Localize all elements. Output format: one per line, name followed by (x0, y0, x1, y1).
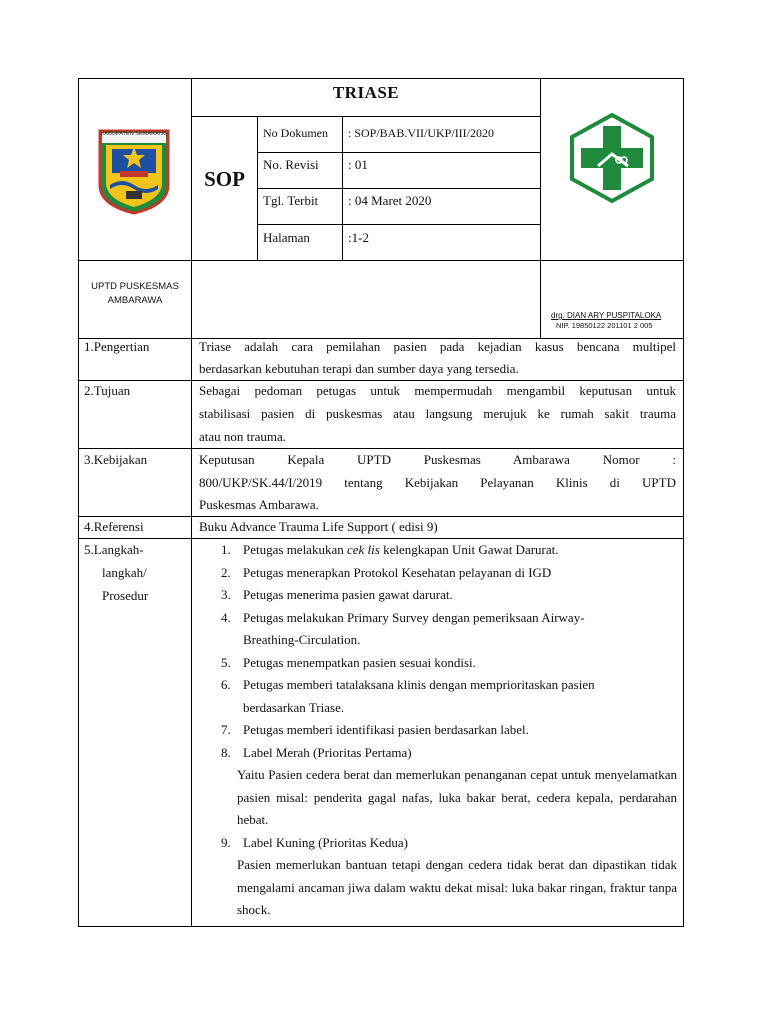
step-1-text: Petugas melakukan (243, 542, 347, 557)
signer-name: drg. DIAN ARY PUSPITALOKA (551, 311, 662, 320)
org-row-divider (191, 260, 192, 338)
section-label-prosedur: Prosedur (102, 588, 149, 603)
field-label-no-dokumen: No Dokumen (263, 126, 328, 140)
pengertian-line-2: berdasarkan kebutuhan terapi dan sumber daya yang tersedia. (199, 361, 519, 376)
title-underline (191, 116, 541, 117)
section-label-kebijakan: 3.Kebijakan (84, 452, 148, 467)
step-9-description: Pasien memerlukan bantuan tetapi dengan cedera tidak berat dan dipastikan tidak mengalami ancaman jiwa dalam waktu dekat misal: luka bakar ringan, fraktur tanpa shock. (237, 857, 677, 917)
section-label-referensi: 4.Referensi (84, 519, 144, 534)
section-label-tujuan: 2.Tujuan (84, 383, 131, 398)
header-divider-right (540, 78, 541, 338)
step-1: 1. Petugas melakukan cek lis kelengkapan Unit Gawat Darurat. (221, 542, 559, 557)
table-border-right (683, 78, 684, 927)
field-label-tgl-terbit: Tgl. Terbit (263, 193, 319, 208)
document-title: TRIASE (332, 83, 400, 102)
section-label-pengertian: 1.Pengertian (84, 339, 150, 354)
step-5: 5. Petugas menempatkan pasien sesuai kondisi. (221, 654, 476, 670)
step-6: 6. Petugas memberi tatalaksana klinis dengan memprioritaskan pasien berdasarkan Triase. (221, 677, 595, 715)
field-divider-2 (257, 188, 541, 189)
org-name-line1: UPTD PUSKESMAS (91, 281, 179, 292)
kebijakan-line-3: Puskesmas Ambarawa. (199, 497, 319, 512)
header-bottom-line (78, 260, 684, 261)
regency-logo-text: KABUPATEN SEMARANG (100, 131, 168, 137)
referensi-text: Buku Advance Trauma Life Support ( edisi 9) (199, 519, 438, 534)
field-divider-3 (257, 224, 541, 225)
org-name-line2: AMBARAWA (107, 295, 163, 306)
kebijakan-line-1: Keputusan Kepala UPTD Puskesmas Ambarawa Nomor : (199, 452, 676, 467)
table-border-left (78, 78, 79, 927)
kebijakan-line-2: 800/UKP/SK.44/I/2019 tentang Kebijakan Pelayanan Klinis di UPTD (199, 475, 676, 490)
step-8: 8. Label Merah (Prioritas Pertama) (221, 744, 412, 760)
sop-label: SOP (204, 167, 245, 191)
puskesmas-logo (568, 112, 656, 204)
step-3: 3. Petugas menerima pasien gawat darurat. (221, 587, 453, 602)
procedure-steps (201, 539, 677, 922)
pengertian-line-1: Triase adalah cara pemilahan pasien pada kejadian kasus bencana multipel (199, 339, 676, 354)
tujuan-line-1: Sebagai pedoman petugas untuk mempermudah mengambil keputusan untuk (199, 383, 676, 398)
field-value-no-dokumen: : SOP/BAB.VII/UKP/III/2020 (348, 126, 495, 140)
step-8-description: Yaitu Pasien cedera berat dan memerlukan penanganan cepat untuk menyelamatkan pasien misal: penderita gagal nafas, luka bakar berat, cedera kepala, perdarahan hebat. (237, 767, 677, 827)
field-value-halaman: :1-2 (348, 230, 369, 245)
step-4: 4. Petugas melakukan Primary Survey dengan pemeriksaan Airway- Breathing-Circulation. (221, 609, 585, 647)
section-label-langkah: 5.Langkah- (84, 542, 144, 557)
step-1-italic: cek lis (346, 542, 380, 557)
tujuan-line-2: stabilisasi pasien di puskesmas atau langsung merujuk ke rumah sakit trauma (199, 406, 676, 421)
tujuan-line-3: atau non trauma. (199, 429, 286, 444)
field-label-no-revisi: No. Revisi (263, 157, 319, 172)
section-label-langkah-2: langkah/ (102, 565, 147, 580)
step-7: 7. Petugas memberi identifikasi pasien berdasarkan label. (221, 722, 529, 737)
field-divider-1 (257, 152, 541, 153)
step-2: 2. Petugas menerapkan Protokol Kesehatan pelayanan di IGD (221, 564, 552, 580)
label-column-divider (191, 338, 192, 927)
signer-nip: NIP. 19850122 201101 2 005 (556, 321, 653, 330)
regency-logo (96, 127, 172, 215)
step-9: 9. Label Kuning (Prioritas Kedua) (221, 834, 408, 850)
field-label-halaman: Halaman (263, 230, 310, 245)
field-value-tgl-terbit: : 04 Maret 2020 (348, 193, 432, 208)
field-value-no-revisi: : 01 (348, 157, 368, 172)
table-border-top (78, 78, 684, 79)
table-border-bottom (78, 926, 684, 927)
step-1-text-end: kelengkapan Unit Gawat Darurat. (379, 542, 559, 557)
